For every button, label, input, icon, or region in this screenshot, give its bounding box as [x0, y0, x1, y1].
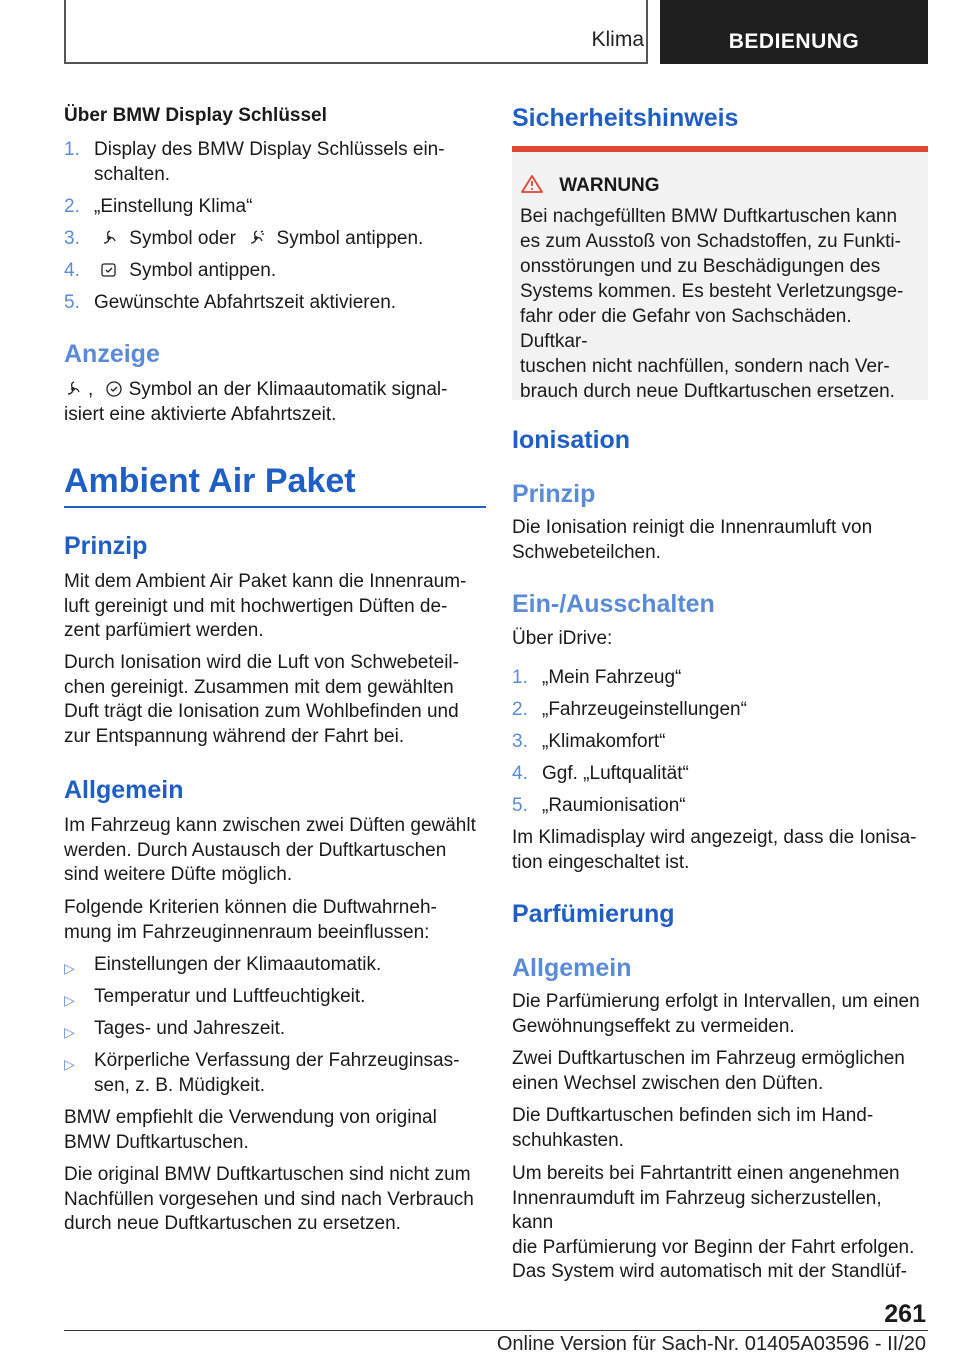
- warning-text: [520, 204, 922, 404]
- text-line: schuhkasten.: [512, 1129, 624, 1151]
- list-number: 1.: [64, 139, 80, 160]
- text-line: Nachfüllen vorgesehen und sind nach Verbrauch: [64, 1188, 474, 1210]
- list-text-post: Symbol antippen.: [276, 228, 424, 249]
- fan-icon: [64, 380, 82, 398]
- text-line: einen Wechsel zwischen den Düften.: [512, 1072, 824, 1094]
- list-text-line: schalten.: [94, 163, 171, 185]
- anzeige-text: isiert eine aktivierte Abfahrtszeit.: [64, 403, 337, 425]
- allgemein-paragraph: [64, 1163, 480, 1237]
- text-line: Die Parfümierung erfolgt in Intervallen, um einen: [512, 991, 920, 1012]
- parf-paragraph: [512, 1104, 928, 1153]
- page-number: 261: [884, 1300, 926, 1328]
- anzeige-heading: Anzeige: [64, 340, 160, 368]
- text-line: Innenraumduft im Fahrzeug sicherzustellen, kann: [512, 1187, 882, 1233]
- text-line: tion eingeschaltet ist.: [512, 851, 690, 873]
- display-key-heading: Über BMW Display Schlüssel: [64, 105, 327, 126]
- list-text-line: Display des BMW Display Schlüssels ein-: [94, 139, 445, 160]
- list-text: Gewünschte Abfahrtszeit aktivieren.: [94, 292, 397, 313]
- text-line: es zum Ausstoß von Schadstoffen, zu Funkti-: [520, 231, 901, 252]
- text-line: Bei nachgefüllten BMW Duftkartuschen kann: [520, 206, 898, 227]
- list-text: „Raumionisation“: [542, 795, 686, 816]
- online-version-note: Online Version für Sach-Nr. 01405A03596 - II/20: [496, 1333, 926, 1355]
- text-line: brauch durch neue Duftkartuschen ersetzen.: [520, 381, 895, 402]
- allgemein-paragraph: [64, 1106, 480, 1155]
- prinzip-heading: Prinzip: [64, 532, 148, 560]
- text-line: BMW empfiehlt die Verwendung von original: [64, 1107, 437, 1128]
- prinzip-paragraph: [64, 570, 480, 644]
- list-text: Ggf. „Luftqualität“: [542, 763, 689, 784]
- ion-prinzip-heading: Prinzip: [512, 480, 596, 508]
- text-line: luft gereinigt und mit hochwertigen Düften de-: [64, 595, 448, 617]
- parfuemierung-heading: Parfümierung: [512, 900, 675, 928]
- allgemein-paragraph: [64, 896, 480, 945]
- triangle-bullet-icon: ▷: [64, 1024, 75, 1040]
- anzeige-text: Symbol an der Klimaautomatik signal-: [128, 379, 448, 400]
- text-line: onsstörungen und zu Beschädigungen des: [520, 256, 881, 277]
- text-line: Die Duftkartuschen befinden sich im Hand-: [512, 1105, 874, 1126]
- einaus-paragraph: [512, 826, 928, 875]
- safety-heading: Sicherheitshinweis: [512, 104, 739, 132]
- text-line: Körperliche Verfassung der Fahrzeuginsas-: [94, 1050, 460, 1071]
- fan-icon: [247, 229, 265, 247]
- list-text: [94, 227, 480, 252]
- einaus-heading: Ein-/Ausschalten: [512, 590, 715, 618]
- header-section-title: Klima: [591, 28, 644, 51]
- list-number: 1.: [512, 667, 528, 688]
- text-line: Im Fahrzeug kann zwischen zwei Düften gewählt: [64, 815, 476, 836]
- parf-allgemein-heading: Allgemein: [512, 954, 632, 982]
- triangle-bullet-icon: ▷: [64, 992, 75, 1008]
- allgemein-heading: Allgemein: [64, 776, 184, 804]
- clock-check-icon: [100, 261, 118, 279]
- warning-title: [520, 174, 660, 197]
- list-number: 2.: [512, 699, 528, 720]
- text-line: Systems kommen. Es besteht Verletzungsge-: [520, 281, 904, 302]
- text-line: Die Ionisation reinigt die Innenraumluft von: [512, 517, 873, 538]
- list-number: 3.: [64, 228, 80, 249]
- warning-label: WARNUNG: [559, 175, 660, 196]
- footer-rule: [64, 1330, 928, 1331]
- text-line: fahr oder die Gefahr von Sachschäden. Duftkar-: [520, 306, 852, 352]
- bullet-text: Einstellungen der Klimaautomatik.: [94, 954, 382, 975]
- header-chapter-tab: BEDIENUNG: [660, 0, 928, 64]
- parf-paragraph: [512, 1162, 928, 1285]
- list-text: „Mein Fahrzeug“: [542, 667, 682, 688]
- text-line: durch neue Duftkartuschen zu ersetzen.: [64, 1213, 401, 1234]
- text-line: sen, z. B. Müdigkeit.: [94, 1074, 266, 1096]
- text-line: sind weitere Düfte möglich.: [64, 864, 293, 885]
- einaus-intro: Über iDrive:: [512, 628, 613, 649]
- list-text: [94, 259, 480, 284]
- list-number: 4.: [512, 763, 528, 784]
- text-line: Gewöhnungseffekt zu vermeiden.: [512, 1015, 795, 1037]
- text-line: Die original BMW Duftkartuschen sind nicht zum: [64, 1164, 471, 1185]
- anzeige-separator: ,: [88, 379, 94, 400]
- text-line: Duft trägt die Ionisation zum Wohlbefinden und: [64, 701, 459, 722]
- list-number: 4.: [64, 260, 80, 281]
- ionisation-heading: Ionisation: [512, 426, 631, 454]
- text-line: Durch Ionisation wird die Luft von Schwebeteil-: [64, 652, 459, 673]
- warning-bar: [512, 146, 928, 152]
- parf-paragraph: [512, 990, 928, 1039]
- text-line: zent parfümiert werden.: [64, 620, 264, 641]
- heading-rule: [64, 506, 486, 508]
- header-section-box: [64, 0, 648, 64]
- page-header: [64, 0, 928, 64]
- list-number: 3.: [512, 731, 528, 752]
- ambient-air-heading: Ambient Air Paket: [64, 462, 356, 500]
- text-line: Im Klimadisplay wird angezeigt, dass die Ionisa-: [512, 827, 917, 848]
- text-line: die Parfümierung vor Beginn der Fahrt erfolgen.: [512, 1236, 915, 1258]
- prinzip-paragraph: [64, 651, 480, 749]
- triangle-bullet-icon: ▷: [64, 1056, 75, 1072]
- list-number: 2.: [64, 196, 80, 217]
- warning-triangle-icon: [520, 174, 544, 194]
- text-line: Um bereits bei Fahrtantritt einen angenehmen: [512, 1163, 900, 1184]
- bullet-text: Tages- und Jahreszeit.: [94, 1018, 286, 1039]
- triangle-bullet-icon: ▷: [64, 960, 75, 976]
- bullet-text: Temperatur und Luftfeuchtigkeit.: [94, 986, 366, 1007]
- warning-box: [512, 146, 928, 400]
- text-line: BMW Duftkartuschen.: [64, 1131, 249, 1153]
- text-line: mung im Fahrzeuginnenraum beeinflussen:: [64, 921, 430, 943]
- list-number: 5.: [512, 795, 528, 816]
- text-line: Mit dem Ambient Air Paket kann die Innenraum-: [64, 571, 467, 592]
- ion-prinzip-paragraph: [512, 516, 928, 565]
- allgemein-paragraph: [64, 814, 480, 888]
- text-line: Zwei Duftkartuschen im Fahrzeug ermöglichen: [512, 1048, 905, 1069]
- anzeige-paragraph: [64, 378, 480, 427]
- clock-icon: [105, 380, 123, 398]
- text-line: Schwebeteilchen.: [512, 541, 661, 563]
- text-line: zur Entspannung während der Fahrt bei.: [64, 725, 405, 747]
- list-number: 5.: [64, 292, 80, 313]
- bullet-text: [94, 1049, 480, 1098]
- text-line: Folgende Kriterien können die Duftwahrneh-: [64, 897, 437, 918]
- text-line: chen gereinigt. Zusammen mit dem gewählten: [64, 676, 454, 698]
- text-line: werden. Durch Austausch der Duftkartuschen: [64, 839, 447, 861]
- list-text-post: Symbol antippen.: [129, 260, 277, 281]
- list-text: [94, 138, 480, 187]
- list-text-mid: Symbol oder: [129, 228, 236, 249]
- parf-paragraph: [512, 1047, 928, 1096]
- list-text: „Einstellung Klima“: [94, 196, 253, 217]
- list-text: „Fahrzeugeinstellungen“: [542, 699, 747, 720]
- text-line: Das System wird automatisch mit der Standlüf-: [512, 1261, 907, 1282]
- fan-icon: [100, 229, 118, 247]
- text-line: tuschen nicht nachfüllen, sondern nach Ver-: [520, 356, 890, 377]
- list-text: „Klimakomfort“: [542, 731, 666, 752]
